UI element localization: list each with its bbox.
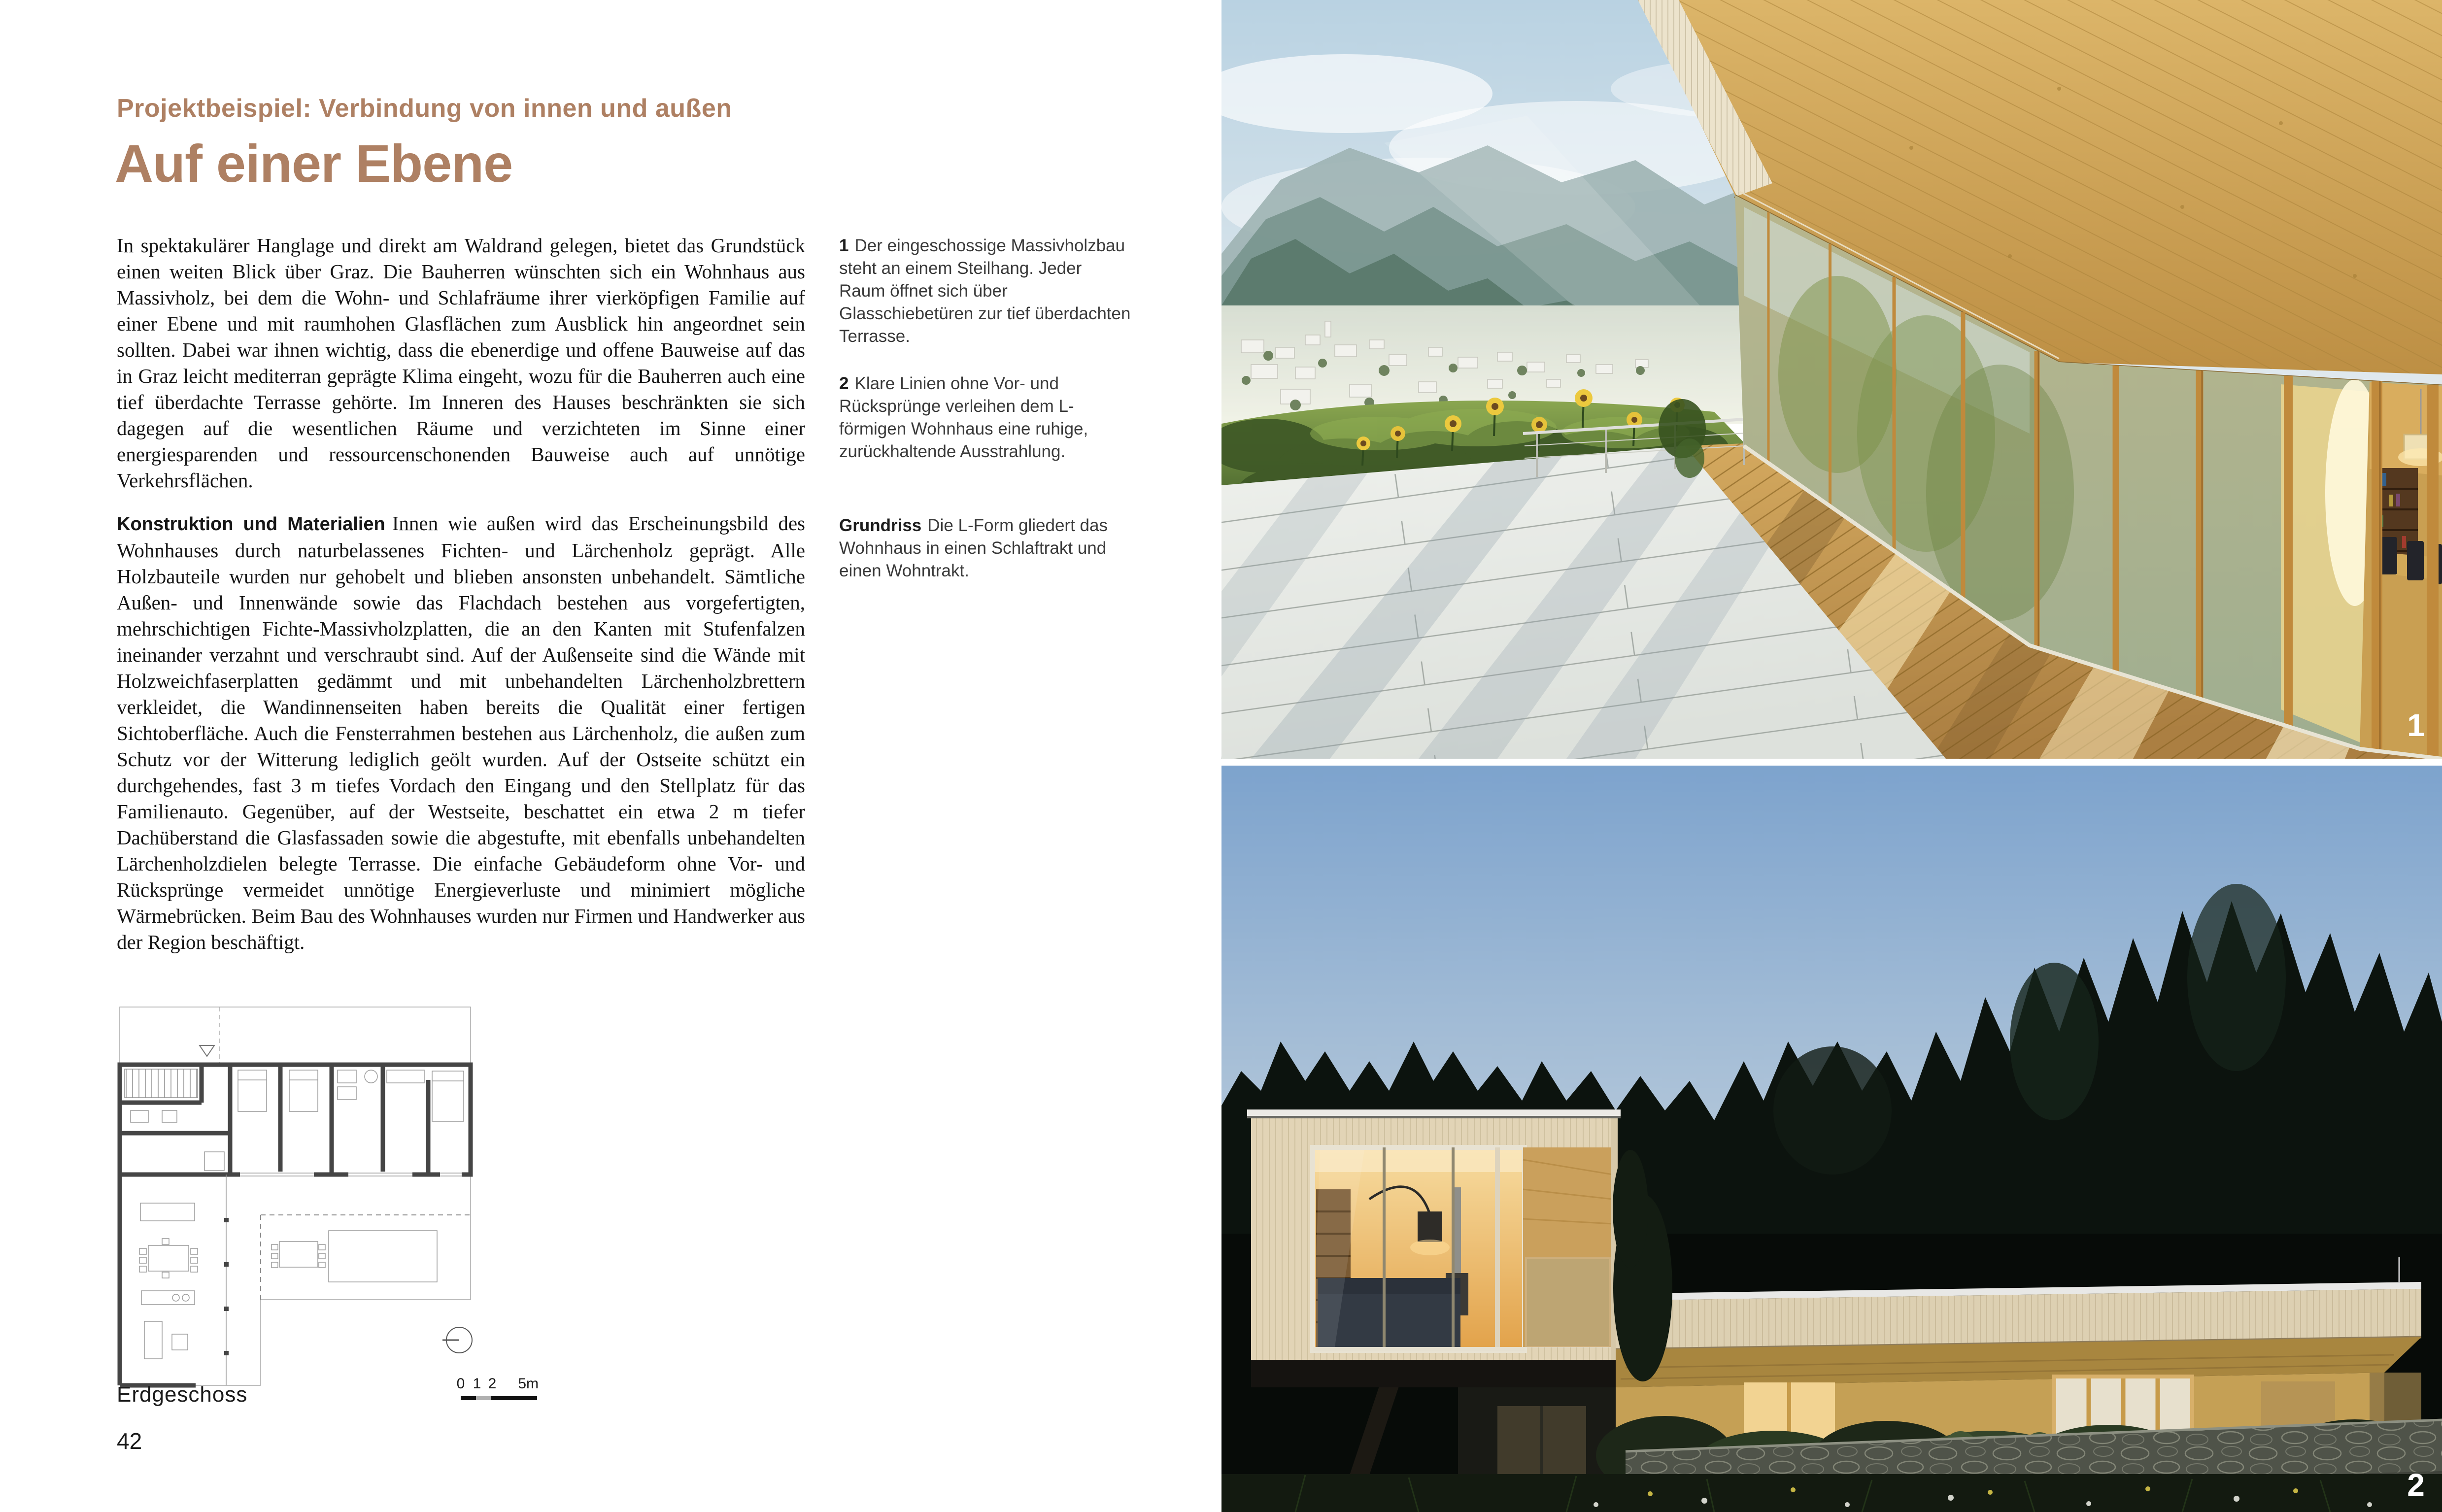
entrance-arrow	[200, 1045, 214, 1056]
stairs	[125, 1069, 198, 1098]
intro-paragraph: In spektakulärer Hanglage und direkt am Waldrand gelegen, bietet das Grundstück einen weiten Blick über Graz. Die Bauherren wünschten sich ein Wohnhaus aus Massivholz, bei dem die Wohn- und Schlafräume ihrer vierköpfigen Familie auf einer Ebene und mit raumhohen Glasflächen zum Ausblick hin angeordnet sein sollten. Dabei war ihnen wichtig, dass die ebenerdige und offene Bauweise auf das in Graz leicht mediterran geprägte Klima eingeht, wozu für die Bauherren auch eine tief überdachte Terrasse gehörte. Im Inneren des Hauses beschränkten sie sich dagegen auf die wesentlichen Räume und verzichteten im Sinne einer energiesparenden und ressourcenschonenden Bauweise auch auf unnötige Verkehrsflächen.	[117, 234, 805, 492]
photo-2-number: 2	[2407, 1467, 2425, 1503]
page-title: Auf einer Ebene	[115, 134, 513, 193]
meadow	[1221, 1474, 2442, 1512]
section-lead: Konstruktion und Materialien	[117, 514, 385, 535]
scale-5m: 5m	[518, 1376, 539, 1392]
roof-flashing	[1247, 1109, 1621, 1116]
house-cube	[1247, 1109, 1621, 1387]
caption-grundriss: Grundriss Die L-Form gliedert das Wohnhaus in einen Schlaftrakt und einen Wohntrakt.	[839, 516, 1108, 580]
caption-1-number: 1	[839, 236, 849, 255]
glass-balustrade	[1526, 1258, 1610, 1347]
scale-bar	[457, 1376, 539, 1400]
photo-1-number: 1	[2407, 707, 2425, 743]
walls	[120, 1065, 471, 1385]
caption-grundriss-lead: Grundriss	[839, 516, 922, 535]
caption-2: 2 Klare Linien ohne Vor- und Rücksprünge verleihen dem L-förmigen Wohnhaus eine ruhige, zurückhaltende Ausstrahlung.	[839, 374, 1088, 461]
caption-1: 1 Der eingeschossige Massivholzbau steht an einem Steilhang. Jeder Raum öffnet sich über Glasschiebetüren zur tief überdachten Terrasse.	[839, 236, 1131, 346]
floorplan-label: Erdgeschoss	[117, 1382, 248, 1407]
caption-2-number: 2	[839, 374, 849, 393]
photo-terrace-view	[1221, 0, 2442, 759]
body-text	[117, 233, 805, 955]
photo-house-dusk	[1221, 766, 2442, 1512]
page-number: 42	[117, 1428, 142, 1454]
scale-2: 2	[488, 1376, 497, 1392]
scale-1: 1	[473, 1376, 481, 1392]
cube-porch	[1523, 1118, 1618, 1365]
living-window	[1313, 1147, 1525, 1351]
terrace-deck	[329, 1231, 437, 1282]
floorplan-drawing	[117, 1006, 553, 1405]
scale-0: 0	[456, 1376, 465, 1392]
kicker: Projektbeispiel: Verbindung von innen und außen	[117, 94, 732, 123]
terrace-roof-dashed	[261, 1215, 471, 1300]
section-paragraph: Konstruktion und Materialien Innen wie außen wird das Erscheinungsbild des Wohnhauses durch naturbelassenes Fichten- und Lärchenholz geprägt. Alle Holzbauteile wurden nur gehobelt und blieben ansonsten unbehandelt. Sämtliche Außen- und Innenwände sowie das Flachdach bestehen aus vorgefertigten, mehrschichtigen Fichte-Massivholzplatten, die an den Kanten mit Stufenfalzen ineinander verzahnt und verschraubt sind. Auf der Außenseite sind die Wände mit Holzweichfaserplatten gedämmt und mit unbehandelten Lärchenholzbrettern verkleidet, die Wandinnenseiten haben bereits die Qualität einer fertigen Sichtoberfläche. Auch die Fensterrahmen bestehen aus Lärchenholz, die außen zum Schutz vor der Witterung lediglich geölt wurden. Auf der Ostseite schützt ein durchgehendes, fast 3 m tiefes Vordach den Eingang und den Stellplatz für das Familienauto. Gegenüber, auf der Westseite, beschattet ein etwa 2 m tiefer Dachüberstand die Glasfassaden sowie die abgestufte, mit ebenfalls unbehandelten Lärchenholzdielen belegte Terrasse. Die einfache Gebäudeform ohne Vor- und Rücksprünge vermeidet unnötige Energieverluste und minimiert mögliche Wärmebrücken. Beim Bau des Wohnhauses wurden nur Firmen und Handwerker aus der Region beschäftigt.	[117, 512, 805, 953]
glazing	[224, 1172, 462, 1385]
north-arrow-icon	[442, 1327, 472, 1353]
